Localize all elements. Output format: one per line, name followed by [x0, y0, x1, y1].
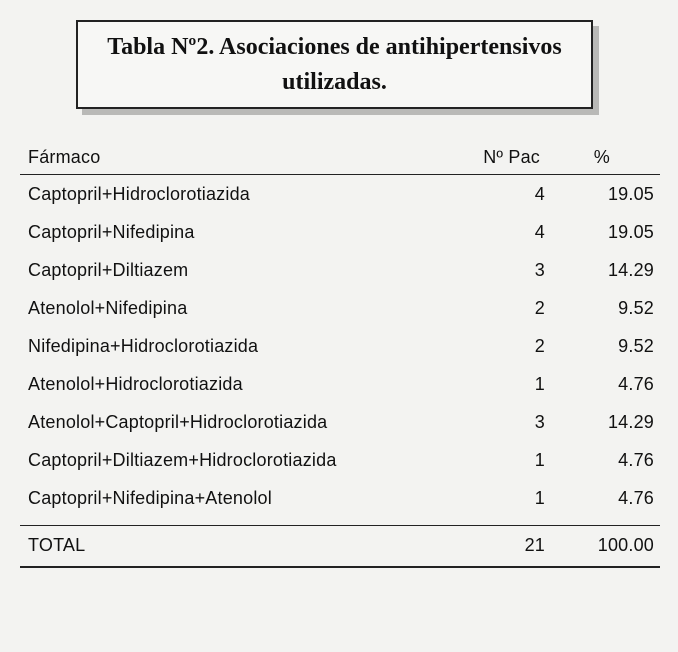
spacer [20, 517, 660, 525]
cell-farmaco: Nifedipina+Hidroclorotiazida [28, 336, 259, 356]
cell-percent: 14.29 [607, 260, 654, 280]
header-percent: % [593, 147, 610, 167]
cell-farmaco: Atenolol+Nifedipina [28, 298, 188, 318]
total-label: TOTAL [28, 535, 86, 555]
cell-farmaco: Atenolol+Captopril+Hidroclorotiazida [28, 412, 328, 432]
table-row [20, 213, 660, 251]
cell-farmaco: Captopril+Diltiazem+Hidroclorotiazida [28, 450, 337, 470]
header-n-pac: Nº Pac [483, 147, 540, 167]
table-row [20, 289, 660, 327]
total-row [20, 526, 660, 566]
cell-percent: 4.76 [618, 450, 654, 470]
cell-n-pac: 4 [534, 184, 545, 204]
cell-percent: 19.05 [607, 222, 654, 242]
cell-farmaco: Captopril+Hidroclorotiazida [28, 184, 251, 204]
table-header-row [20, 138, 660, 174]
table-row [20, 441, 660, 479]
table-row [20, 365, 660, 403]
cell-n-pac: 3 [534, 412, 545, 432]
table-bottom-rule [20, 566, 660, 568]
cell-percent: 4.76 [618, 374, 654, 394]
table-title: Tabla Nº2. Asociaciones de antihipertensivos utilizadas. [107, 33, 562, 95]
cell-percent: 4.76 [618, 488, 654, 508]
table-title-box [76, 20, 593, 109]
cell-n-pac: 1 [534, 374, 545, 394]
table-row [20, 175, 660, 213]
cell-n-pac: 1 [534, 450, 545, 470]
cell-percent: 9.52 [618, 298, 654, 318]
table-row [20, 479, 660, 517]
total-n-pac: 21 [524, 535, 545, 555]
cell-n-pac: 2 [534, 298, 545, 318]
table-row [20, 403, 660, 441]
table-row [20, 251, 660, 289]
table-row [20, 327, 660, 365]
cell-percent: 9.52 [618, 336, 654, 356]
cell-farmaco: Captopril+Diltiazem [28, 260, 189, 280]
cell-n-pac: 3 [534, 260, 545, 280]
cell-n-pac: 4 [534, 222, 545, 242]
total-percent: 100.00 [597, 535, 654, 555]
cell-percent: 14.29 [607, 412, 654, 432]
header-farmaco: Fármaco [28, 147, 101, 167]
cell-n-pac: 2 [534, 336, 545, 356]
cell-n-pac: 1 [534, 488, 545, 508]
cell-farmaco: Atenolol+Hidroclorotiazida [28, 374, 243, 394]
associations-table [20, 138, 660, 568]
cell-farmaco: Captopril+Nifedipina+Atenolol [28, 488, 272, 508]
cell-percent: 19.05 [607, 184, 654, 204]
cell-farmaco: Captopril+Nifedipina [28, 222, 195, 242]
